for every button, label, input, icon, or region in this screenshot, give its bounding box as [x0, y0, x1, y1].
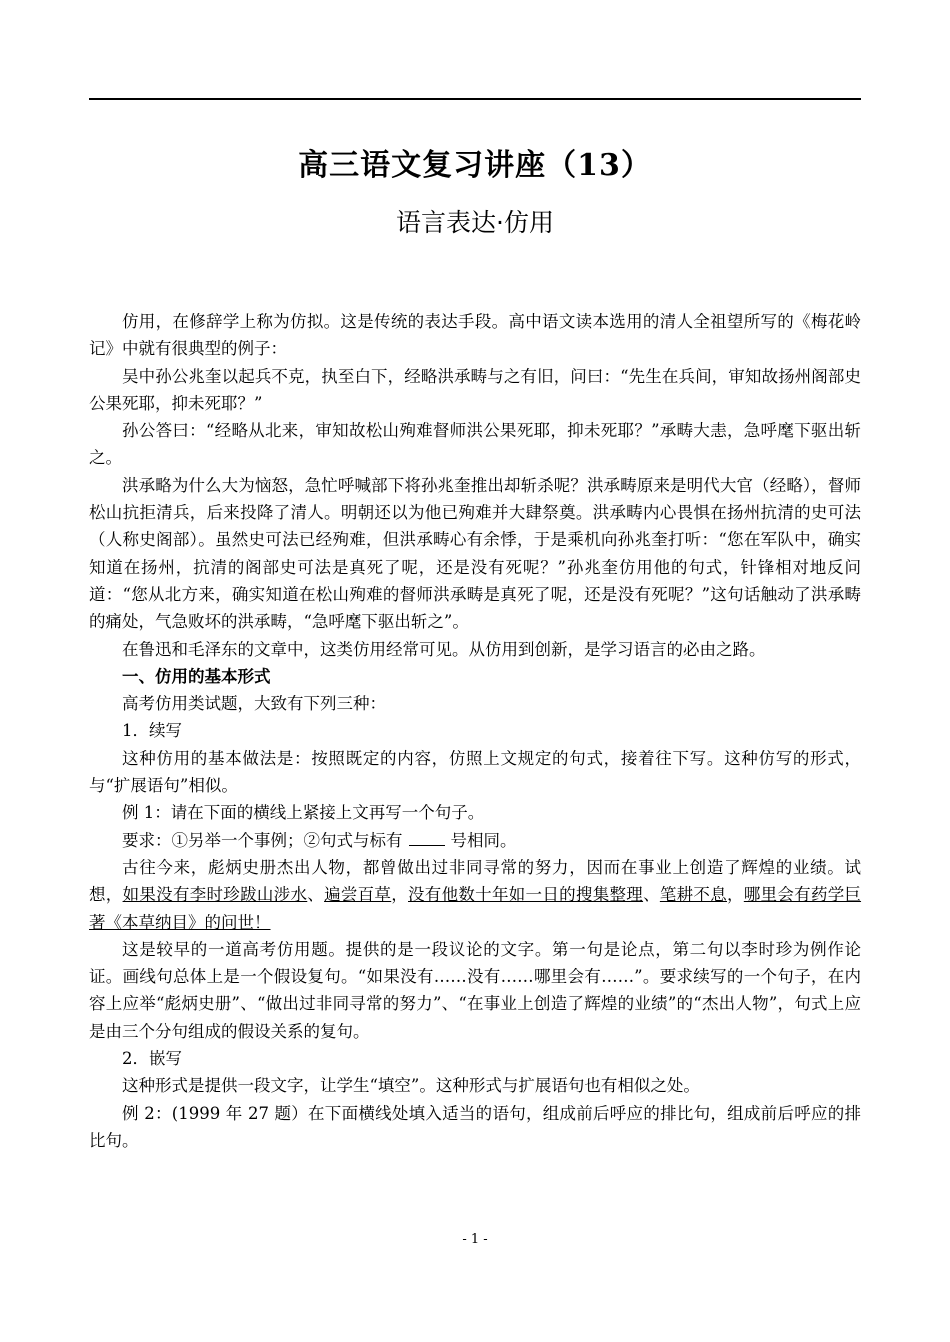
- header-rule: [89, 98, 861, 100]
- item-label-embed: 2．嵌写: [122, 1049, 182, 1069]
- separator: 、: [643, 885, 660, 905]
- example-1-title: 例 1：请在下面的横线上紧接上文再写一个句子。: [122, 803, 485, 823]
- item-desc-embed: 这种形式是提供一段文字，让学生“填空”。这种形式与扩展语句也有相似之处。: [122, 1076, 700, 1096]
- page-number: - 1 -: [462, 1232, 488, 1247]
- underline-blank: [409, 831, 445, 846]
- section-intro: 高考仿用类试题，大致有下列三种：: [122, 694, 386, 714]
- section-heading-1: 一、仿用的基本形式: [122, 666, 271, 686]
- intro-paragraph: 仿用，在修辞学上称为仿拟。这是传统的表达手段。高中语文读本选用的清人全祖望所写的《梅花岭记》中就有很典型的例子：: [89, 312, 861, 359]
- separator: ，: [727, 885, 744, 905]
- underlined-clause-3: 没有他数十年如一日的搜集整理: [408, 885, 644, 905]
- example-2-title: 例 2：(1999 年 27 题）在下面横线处填入适当的语句，组成前后呼应的排比句，组成前后呼应的排比句。: [89, 1103, 861, 1150]
- example-1-requirement: [89, 827, 861, 854]
- requirement-text: 要求：①另举一个事例；②句式与标有: [122, 830, 403, 850]
- underlined-clause-5: 哪里会有药学巨著《本草纳目》的问世！: [89, 885, 862, 932]
- passage-lead: 古往今来，彪炳史册杰出人物，都曾做出过非同寻常的努力，因而在事业上创造了辉煌的业绩。试想，: [89, 857, 861, 905]
- analysis-paragraph: 这是较早的一道高考仿用题。提供的是一段议论的文字。第一句是论点，第二句以李时珍为例作论证。画线句总体上是一个假设复句。“如果没有……没有……哪里会有……”。要求续写的一个句子，在内容上应举“彪炳史册”、“做出过非同寻常的努力”、“在事业上创造了辉煌的业绩”的“杰出人物”，句式上应是由三个分句组成的假设关系的复句。: [89, 939, 861, 1041]
- quote-paragraph-2: 孙公答曰：“经略从北来，审知故松山殉难督师洪公果死耶，抑未死耶？”承畴大恚，急呼麾下驱出斩之。: [89, 421, 861, 468]
- quote-paragraph-1: 吴中孙公兆奎以起兵不克，执至白下，经略洪承畴与之有旧，问曰：“先生在兵间，审知故扬州阁部史公果死耶，抑未死耶？”: [89, 366, 861, 413]
- page-subtitle: 语言表达·仿用: [396, 208, 554, 237]
- underlined-clause-4: 笔耕不息: [659, 885, 728, 905]
- underlined-clause-1: 如果没有李时珍跋山涉水: [122, 885, 308, 905]
- example-1-passage: [89, 854, 861, 936]
- document-body: [89, 308, 861, 1154]
- item-desc-continue: 这种仿用的基本做法是：按照既定的内容，仿照上文规定的句式，接着往下写。这种仿写的形式，与“扩展语句”相似。: [89, 748, 861, 796]
- requirement-text-end: 号相同。: [450, 830, 517, 850]
- item-label-continue: 1．续写: [122, 721, 182, 741]
- summary-paragraph: 在鲁迅和毛泽东的文章中，这类仿用经常可见。从仿用到创新，是学习语言的必由之路。: [122, 639, 766, 659]
- underlined-clause-2: 遍尝百草: [324, 885, 392, 905]
- separator: ，: [391, 885, 409, 905]
- separator: 、: [307, 885, 325, 905]
- page-title: 高三语文复习讲座（13）: [298, 148, 652, 183]
- explanation-paragraph: 洪承略为什么大为恼怒，急忙呼喊部下将孙兆奎推出却斩杀呢？洪承畴原来是明代大官（经略），督师松山抗拒清兵，后来投降了清人。明朝还以为他已殉难并大肆祭奠。洪承畴内心畏惧在扬州抗清的史可法（人称史阁部）。虽然史可法已经殉难，但洪承畴心有余悸，于是乘机向孙兆奎打听：“您在军队中，确实知道在扬州，抗清的阁部史可法是真死了呢，还是没有死呢？”孙兆奎仿用他的句式，针锋相对地反问道：“您从北方来，确实知道在松山殉难的督师洪承畴是真死了呢，还是没有死呢？”这句话触动了洪承畴的痛处，气急败坏的洪承畴，“急呼麾下驱出斩之”。: [89, 475, 861, 632]
